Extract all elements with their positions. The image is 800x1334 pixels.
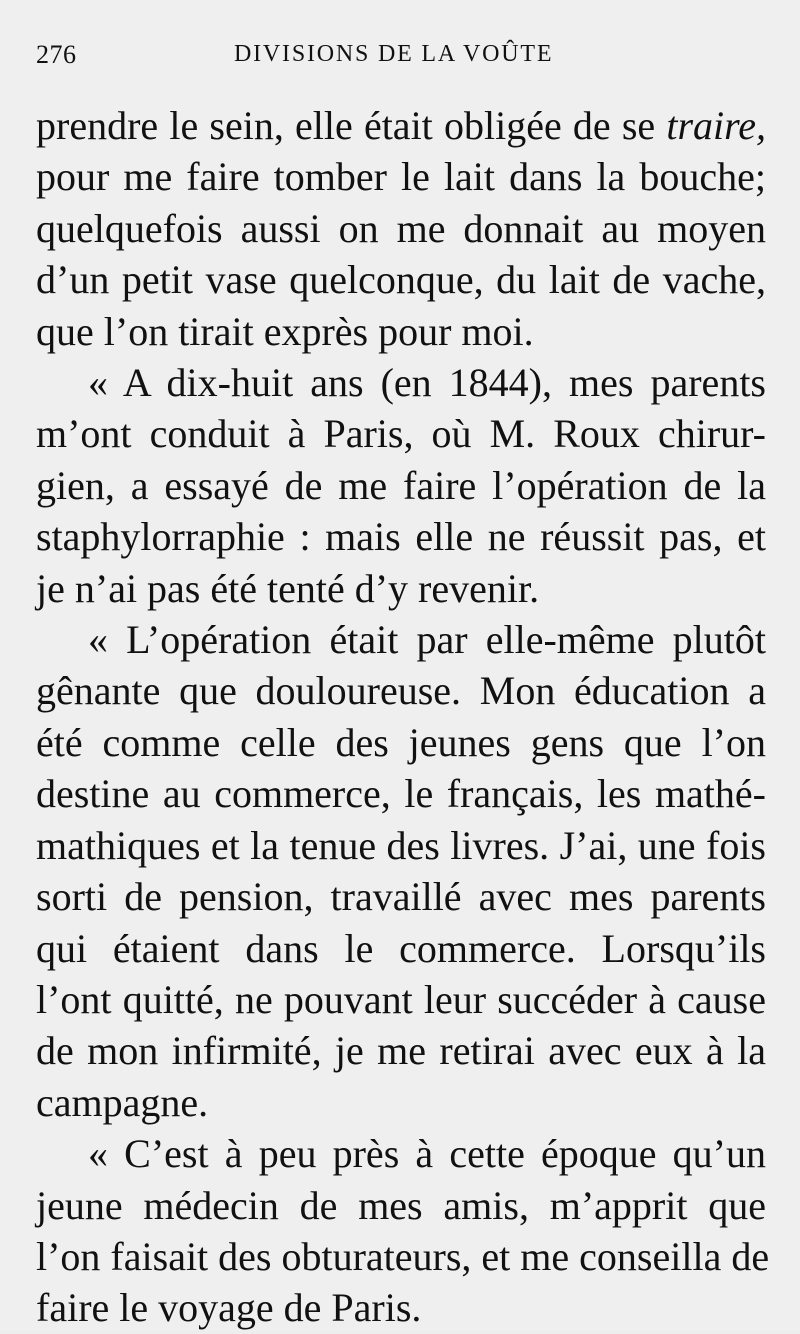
text-line: l’ont quitté, ne pouvant leur succéder à cause (36, 976, 766, 1022)
page-number: 276 (36, 40, 77, 69)
text-line: campagne. (36, 1079, 209, 1125)
text-line: jeune médecin de mes amis, m’apprit que (36, 1182, 766, 1228)
running-head: DIVISIONS DE LA VOÛTE (234, 41, 554, 67)
text-line: pour me faire tomber le lait dans la bouche; (36, 154, 766, 200)
text-line: sorti de pension, travaillé avec mes parents (36, 874, 766, 920)
text-line: quelquefois aussi on me donnait au moyen (36, 205, 766, 251)
text-line: de mon infirmité, je me retirai avec eux à la (36, 1028, 766, 1074)
text-line: destine au commerce, le français, les mathé- (36, 771, 766, 817)
italic-word: traire, (666, 103, 766, 148)
text-line: été comme celle des jeunes gens que l’on (36, 719, 766, 765)
text-line: staphylorraphie : mais elle ne réussit pas, et (36, 514, 766, 560)
text-line: prendre le sein, elle était obligée de se traire, (36, 103, 766, 148)
text-line: d’un petit vase quelconque, du lait de vache, (36, 257, 766, 303)
text-line: l’on faisait des obturateurs, et me conseilla de (36, 1233, 770, 1279)
text-line: « A dix-huit ans (en 1844), mes parents (88, 360, 766, 406)
text-line: je n’ai pas été tenté d’y revenir. (36, 565, 540, 611)
text-line: « C’est à peu près à cette époque qu’un (88, 1131, 766, 1177)
text-line: mathiques et la tenue des livres. J’ai, une fois (36, 822, 766, 868)
text-line: m’ont conduit à Paris, où M. Roux chirur- (36, 411, 766, 457)
text-line: qui étaient dans le commerce. Lorsqu’ils (36, 925, 766, 971)
text-line: gien, a essayé de me faire l’opération de la (36, 462, 766, 508)
text-line: gênante que douloureuse. Mon éducation a (36, 668, 766, 714)
text-line: faire le voyage de Paris. (36, 1285, 422, 1331)
body-text (36, 100, 770, 1334)
page-header (36, 40, 764, 80)
text-line: « L’opération était par elle-même plutôt (88, 617, 766, 663)
text-line: que l’on tirait exprès pour moi. (36, 308, 534, 354)
